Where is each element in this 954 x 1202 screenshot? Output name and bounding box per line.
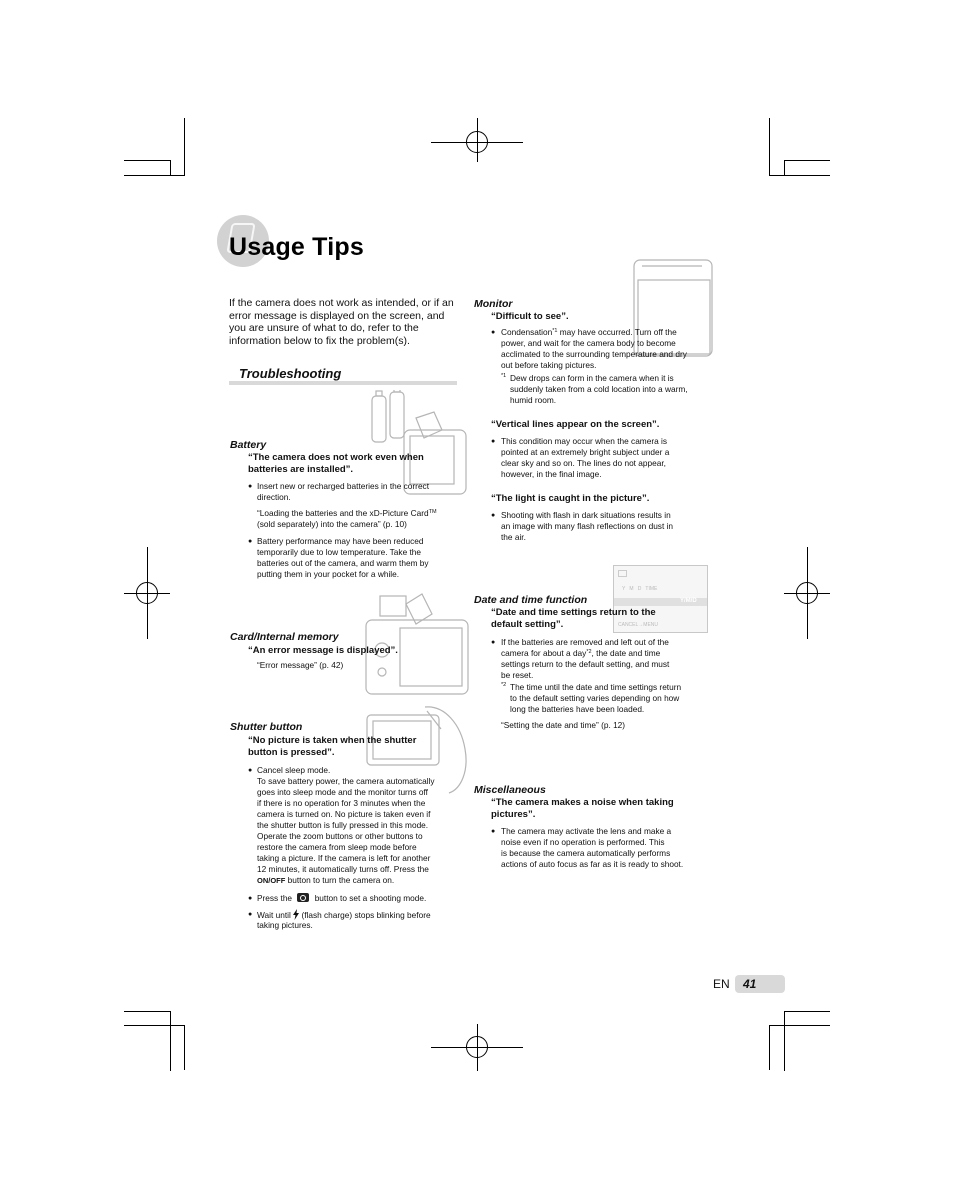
shutter-bullet-2-a: Press the [257, 893, 293, 903]
shutter-category: Shutter button [230, 721, 303, 733]
datetime-footnote: long the batteries have been loaded. [510, 704, 645, 714]
datetime-question: default setting”. [491, 619, 564, 630]
flash-icon [293, 909, 299, 920]
datetime-footnote: The time until the date and time settings return [510, 682, 682, 692]
monitor-question-3: “The light is caught in the picture”. [491, 493, 650, 504]
footnote-mark: *1 [501, 373, 507, 379]
crop-mark [170, 160, 171, 176]
bullet-icon: ● [491, 828, 496, 835]
battery-category: Battery [230, 439, 267, 451]
monitor-footnote: humid room. [510, 395, 557, 405]
monitor-bullet-3: Shooting with flash in dark situations results in [501, 510, 671, 520]
shutter-bullet-3: taking pictures. [257, 920, 313, 930]
bullet-icon: ● [248, 483, 253, 490]
shutter-bullet-2 [257, 893, 426, 904]
battery-reference [257, 508, 437, 519]
battery-bullet-1: direction. [257, 492, 291, 502]
battery-reference-text: “Loading the batteries and the xD-Picture Card [257, 508, 429, 518]
crop-mark [124, 160, 171, 161]
footnote-ref: *2 [586, 649, 592, 655]
shutter-bullet-1: 12 minutes, it automatically turns off. Press the [257, 864, 429, 874]
page-number: 41 [743, 977, 757, 991]
crop-mark [769, 1025, 830, 1026]
monitor-bullet-1: out before taking pictures. [501, 360, 597, 370]
datetime-bullet-1: settings return to the default setting, and must [501, 659, 670, 669]
datetime-bullet-1 [501, 648, 660, 659]
section-heading [229, 365, 457, 385]
datetime-footnote: to the default setting varies depending on how [510, 693, 680, 703]
shutter-bullet-1: restore the camera from sleep mode before [257, 842, 417, 852]
shutter-question: button is pressed”. [248, 747, 335, 758]
monitor-bullet-2: This condition may occur when the camera is [501, 436, 668, 446]
camera-mode-icon [297, 893, 309, 902]
monitor-bullet-3: an image with many flash reflections on dust in [501, 521, 674, 531]
registration-circle [466, 131, 488, 153]
bullet-icon: ● [491, 639, 496, 646]
battery-bullet-2: temporarily due to low temperature. Take the [257, 547, 422, 557]
monitor-question-1: “Difficult to see”. [491, 311, 569, 322]
registration-circle [466, 1036, 488, 1058]
crop-mark [769, 175, 830, 176]
monitor-bullet-1-b: may have occurred. Turn off the [557, 327, 677, 337]
monitor-bullet-2: however, in the final image. [501, 469, 602, 479]
intro-text: If the camera does not work as intended, or if an error message is displayed on the screen, and you are unsure of what to do, refer to the information below to fix the problem(s). [229, 297, 454, 347]
bullet-icon: ● [491, 329, 496, 336]
trademark-mark: TM [428, 509, 437, 515]
datetime-reference: “Setting the date and time” (p. 12) [501, 720, 626, 730]
crop-mark [124, 1011, 171, 1012]
shutter-bullet-1: goes into sleep mode and the monitor turns off [257, 787, 428, 797]
battery-bullet-2: Battery performance may have been reduced [257, 536, 424, 546]
card-reference: “Error message” (p. 42) [257, 660, 344, 670]
card-category: Card/Internal memory [230, 631, 339, 643]
bullet-icon: ● [491, 512, 496, 519]
misc-bullet-1: is because the camera automatically performs [501, 848, 671, 858]
registration-circle [136, 582, 158, 604]
footnote-mark: *2 [501, 682, 507, 688]
shutter-question: “No picture is taken when the shutter [248, 735, 417, 746]
shutter-bullet-1: To save battery power, the camera automatically [257, 776, 435, 786]
card-question: “An error message is displayed”. [248, 645, 398, 656]
screen-cancel-label: CANCEL→MENU [618, 622, 659, 628]
crop-mark [769, 1025, 770, 1070]
datetime-bullet-1: be reset. [501, 670, 534, 680]
section-heading-label: Troubleshooting [239, 366, 342, 381]
crop-mark [784, 1011, 830, 1012]
shutter-bullet-1: taking a picture. If the camera is left for another [257, 853, 431, 863]
monitor-bullet-1: acclimated to the surrounding temperature and dry [501, 349, 687, 359]
page-number-badge [735, 975, 785, 993]
battery-question: “The camera does not work even when [248, 452, 424, 463]
monitor-footnote: suddenly taken from a cold location into a warm, [510, 384, 688, 394]
battery-bullet-2: putting them in your pocket for a while. [257, 569, 400, 579]
registration-circle [796, 582, 818, 604]
date-format-value: Y/M/D [680, 598, 697, 604]
datetime-question: “Date and time settings return to the [491, 607, 656, 618]
date-time-screen [613, 565, 708, 633]
on-off-button-label: ON/OFF [257, 876, 286, 885]
monitor-bullet-2: clear sky and so on. The lines do not appear, [501, 458, 666, 468]
monitor-category: Monitor [474, 298, 513, 310]
misc-bullet-1: noise even if no operation is performed. This [501, 837, 665, 847]
page-title: Usage Tips [229, 233, 364, 261]
monitor-footnote: Dew drops can form in the camera when it is [510, 373, 674, 383]
crop-mark [784, 1011, 785, 1071]
monitor-question-2: “Vertical lines appear on the screen”. [491, 419, 660, 430]
shutter-bullet-1: Operate the zoom buttons or other buttons to [257, 831, 423, 841]
language-label: EN [713, 977, 730, 991]
monitor-bullet-3: the air. [501, 532, 526, 542]
datetime-category: Date and time function [474, 594, 588, 606]
misc-bullet-1: The camera may activate the lens and make a [501, 826, 672, 836]
bullet-icon: ● [248, 538, 253, 545]
battery-bullet-2: batteries out of the camera, and warm them by [257, 558, 429, 568]
shutter-bullet-1-end: button to turn the camera on. [285, 875, 395, 885]
misc-question: “The camera makes a noise when taking [491, 797, 674, 808]
crop-mark [769, 118, 770, 175]
battery-question: batteries are installed”. [248, 464, 354, 475]
shutter-bullet-1: Cancel sleep mode. [257, 765, 331, 775]
shutter-bullet-3-a: Wait until [257, 910, 291, 920]
datetime-bullet-1-a: camera for about a day [501, 648, 587, 658]
datetime-bullet-1: If the batteries are removed and left out of the [501, 637, 669, 647]
shutter-bullet-1: if there is no operation for 3 minutes when the [257, 798, 426, 808]
shutter-bullet-2-b: button to set a shooting mode. [314, 893, 427, 903]
battery-reference: (sold separately) into the camera” (p. 10) [257, 519, 407, 529]
monitor-bullet-1 [501, 327, 677, 338]
footnote-ref: *1 [552, 328, 558, 334]
monitor-bullet-1-a: Condensation [501, 327, 553, 337]
crop-mark [784, 160, 785, 176]
date-format-line: Y M D TIME [622, 586, 658, 592]
crop-mark [184, 118, 185, 175]
shutter-bullet-1: the shutter button is fully pressed in this mode. [257, 820, 429, 830]
datetime-bullet-1-b: , the date and time [591, 648, 661, 658]
shutter-bullet-1: camera is turned on. No picture is taken even if [257, 809, 431, 819]
bullet-icon: ● [248, 767, 253, 774]
bullet-icon: ● [491, 438, 496, 445]
misc-bullet-1: actions of auto focus as far as it is ready to shoot. [501, 859, 684, 869]
crop-mark [124, 175, 185, 176]
shutter-bullet-1 [257, 875, 394, 886]
crop-mark [784, 160, 830, 161]
battery-bullet-1: Insert new or recharged batteries in the correct [257, 481, 430, 491]
bullet-icon: ● [248, 911, 253, 918]
misc-category: Miscellaneous [474, 784, 546, 796]
monitor-bullet-2: pointed at an extremely bright subject under a [501, 447, 670, 457]
crop-mark [170, 1011, 171, 1071]
shutter-bullet-3-b: (flash charge) stops blinking before [301, 910, 431, 920]
monitor-bullet-1: power, and wait for the camera body to become [501, 338, 676, 348]
crop-mark [184, 1025, 185, 1070]
misc-question: pictures”. [491, 809, 536, 820]
bullet-icon: ● [248, 895, 253, 902]
crop-mark [124, 1025, 185, 1026]
